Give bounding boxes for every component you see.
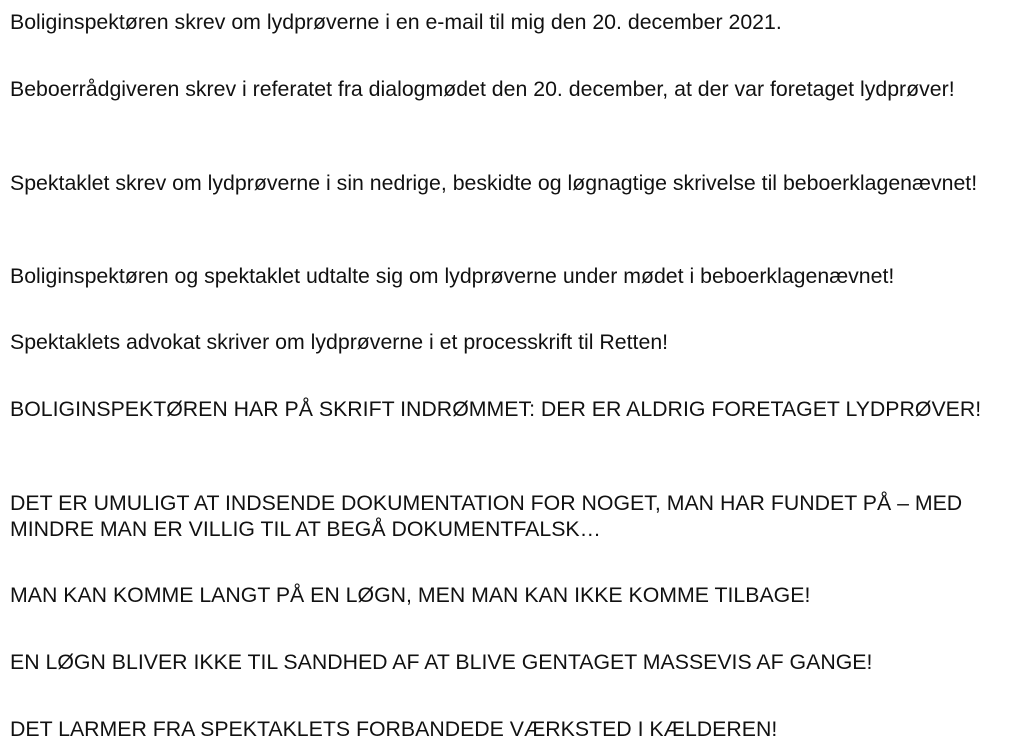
- paragraph-lawyer-pleading: Spektaklets advokat skriver om lydprøverne i et processkrift til Retten!: [10, 330, 669, 354]
- paragraph-documentation-impossible: DET ER UMULIGT AT INDSENDE DOKUMENTATION FOR NOGET, MAN HAR FUNDET PÅ – MED MINDRE MAN ER VILLIG TIL AT BEGÅ DOKUMENTFALSK…: [10, 491, 963, 541]
- paragraph-workshop-noise: DET LARMER FRA SPEKTAKLETS FORBANDEDE VÆRKSTED I KÆLDEREN!: [10, 717, 778, 741]
- paragraph-email-inspector: Boliginspektøren skrev om lydprøverne i en e-mail til mig den 20. december 2021.: [10, 10, 782, 34]
- paragraph-resident-advisor-minutes: Beboerrådgiveren skrev i referatet fra dialogmødet den 20. december, at der var foretaget lydprøver!: [10, 77, 955, 101]
- paragraph-spectacle-letter: Spektaklet skrev om lydprøverne i sin nedrige, beskidte og løgnagtige skrivelse til beboerklagenævnet!: [10, 171, 978, 195]
- paragraph-complaints-board-meeting: Boliginspektøren og spektaklet udtalte sig om lydprøverne under mødet i beboerklagenævnet!: [10, 264, 895, 288]
- paragraph-repeated-lie: EN LØGN BLIVER IKKE TIL SANDHED AF AT BLIVE GENTAGET MASSEVIS AF GANGE!: [10, 650, 873, 674]
- paragraph-inspector-admission: BOLIGINSPEKTØREN HAR PÅ SKRIFT INDRØMMET: DER ER ALDRIG FORETAGET LYDPRØVER!: [10, 397, 982, 421]
- paragraph-lie-proverb: MAN KAN KOMME LANGT PÅ EN LØGN, MEN MAN KAN IKKE KOMME TILBAGE!: [10, 583, 811, 607]
